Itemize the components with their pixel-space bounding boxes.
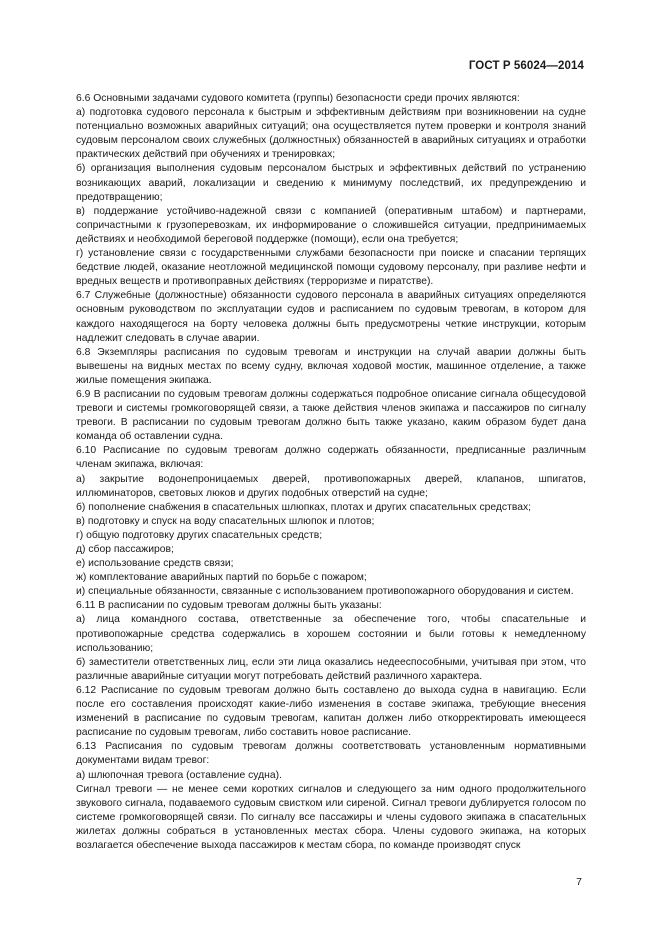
paragraph: ж) комплектование аварийных партий по борьбе с пожаром; xyxy=(76,572,367,584)
paragraph: е) использование средств связи; xyxy=(76,558,234,570)
paragraph: 6.6 Основными задачами судового комитета (группы) безопасности среди прочих являются: xyxy=(76,93,520,104)
page-number: 7 xyxy=(576,876,582,888)
paragraph: 6.9 В расписании по судовым тревогам должны содержаться подробное описание сигнала общесудовой тревоги и системы громкоговорящей связи, а также действия членов экипажа и пассажиров по сигналу тревоги. В расписании по судовым тревогам должно быть также указано, каким образом будет дана команда об оставлении судна. xyxy=(76,388,586,443)
paragraph: а) подготовка судового персонала к быстрым и эффективным действиям при возникновении на судне потенциально возможных аварийных ситуаций; она осуществляется путем проверки и контроля знаний судовым персоналом своих служебных (должностных) обязанностей в аварийных ситуациях и отработки практических действий при обучениях и тренировках; xyxy=(76,107,586,161)
paragraph: 6.11 В расписании по судовым тревогам должны быть указаны: xyxy=(76,600,382,612)
paragraph: б) организация выполнения судовым персоналом быстрых и эффективных действий по устранению возникающих аварий, локализации и сведению к минимуму последствий, их предупреждению и предотвращению; xyxy=(76,163,586,203)
paragraph: 6.8 Экземпляры расписания по судовым тревогам и инструкции на случай аварии должны быть вывешены на видных местах по всему судну, включая ходовой мостик, машинное отделение, а также жилые помещения экипажа. xyxy=(76,346,586,386)
standard-code: ГОСТ Р 56024—2014 xyxy=(468,60,584,72)
body-text xyxy=(76,92,586,853)
paragraph: 6.12 Расписание по судовым тревогам должно быть составлено до выхода судна в навигацию. Если после его составления происходят какие-либо изменения в составе экипажа, требующие внесения изменений в расписание по судовым тревогам, капитан должен либо откорректировать имеющееся расписание по судовым тревогам, либо составить новое расписание. xyxy=(76,684,586,739)
paragraph: 6.7 Служебные (должностные) обязанности судового персонала в аварийных ситуациях определяются основным руководством по эксплуатации судов и расписанием по судовым тревогам, в котором для каждого находящегося на борту человека должны быть предусмотрены четкие инструкции, которым надлежит следовать в случае аварии. xyxy=(76,290,586,344)
paragraph: г) установление связи с государственными службами безопасности при поиске и спасании терпящих бедствие людей, оказание неотложной медицинской помощи судовому персоналу, при разливе нефти и вредных веществ и противоправных действиях (терроризме и пиратстве). xyxy=(76,248,586,288)
paragraph: б) пополнение снабжения в спасательных шлюпках, плотах и других спасательных средствах; xyxy=(76,501,532,513)
paragraph: Сигнал тревоги — не менее семи коротких сигналов и следующего за ним одного продолжительного звукового сигнала, подаваемого судовым свистком или сиреной. Сигнал тревоги дублируется голосом по системе громкоговорящей связи. По сигналу все пассажиры и члены судового экипажа в спасательных жилетах должны собраться в установленных местах сбора. Члены судового экипажа, на которых возлагается обеспечение выхода пассажиров к местам сбора, по команде производят спуск xyxy=(76,783,586,851)
paragraph: 6.10 Расписание по судовым тревогам должно содержать обязанности, предписанные различным членам экипажа, включая: xyxy=(76,445,586,471)
paragraph: в) подготовку и спуск на воду спасательных шлюпок и плотов; xyxy=(76,515,375,527)
paragraph: и) специальные обязанности, связанные с использованием противопожарного оборудования и систем. xyxy=(76,586,574,598)
paragraph: 6.13 Расписания по судовым тревогам должны соответствовать установленным нормативными документами видам тревог: xyxy=(76,741,586,767)
paragraph: а) шлюпочная тревога (оставление судна). xyxy=(76,769,282,781)
paragraph: а) лица командного состава, ответственные за обеспечение того, чтобы спасательные и противопожарные средства содержались в хорошем состоянии и были готовы к немедленному использованию; xyxy=(76,614,586,654)
paragraph: в) поддержание устойчиво-надежной связи с компанией (оперативным штабом) и партнерами, сопричастными к грузоперевозкам, их информирование о сложившейся ситуации, предпринимаемых действиях и необходимой береговой поддержке (помощи), если она требуется; xyxy=(76,205,586,245)
paragraph: а) закрытие водонепроницаемых дверей, противопожарных дверей, клапанов, шпигатов, иллюминаторов, световых люков и других подобных отверстий на судне; xyxy=(76,473,586,499)
paragraph: г) общую подготовку других спасательных средств; xyxy=(76,529,323,541)
paragraph: д) сбор пассажиров; xyxy=(76,544,174,555)
paragraph: б) заместители ответственных лиц, если эти лица оказались недееспособными, учитывая при этом, что различные аварийные ситуации могут потребовать действий различного характера. xyxy=(76,656,586,682)
